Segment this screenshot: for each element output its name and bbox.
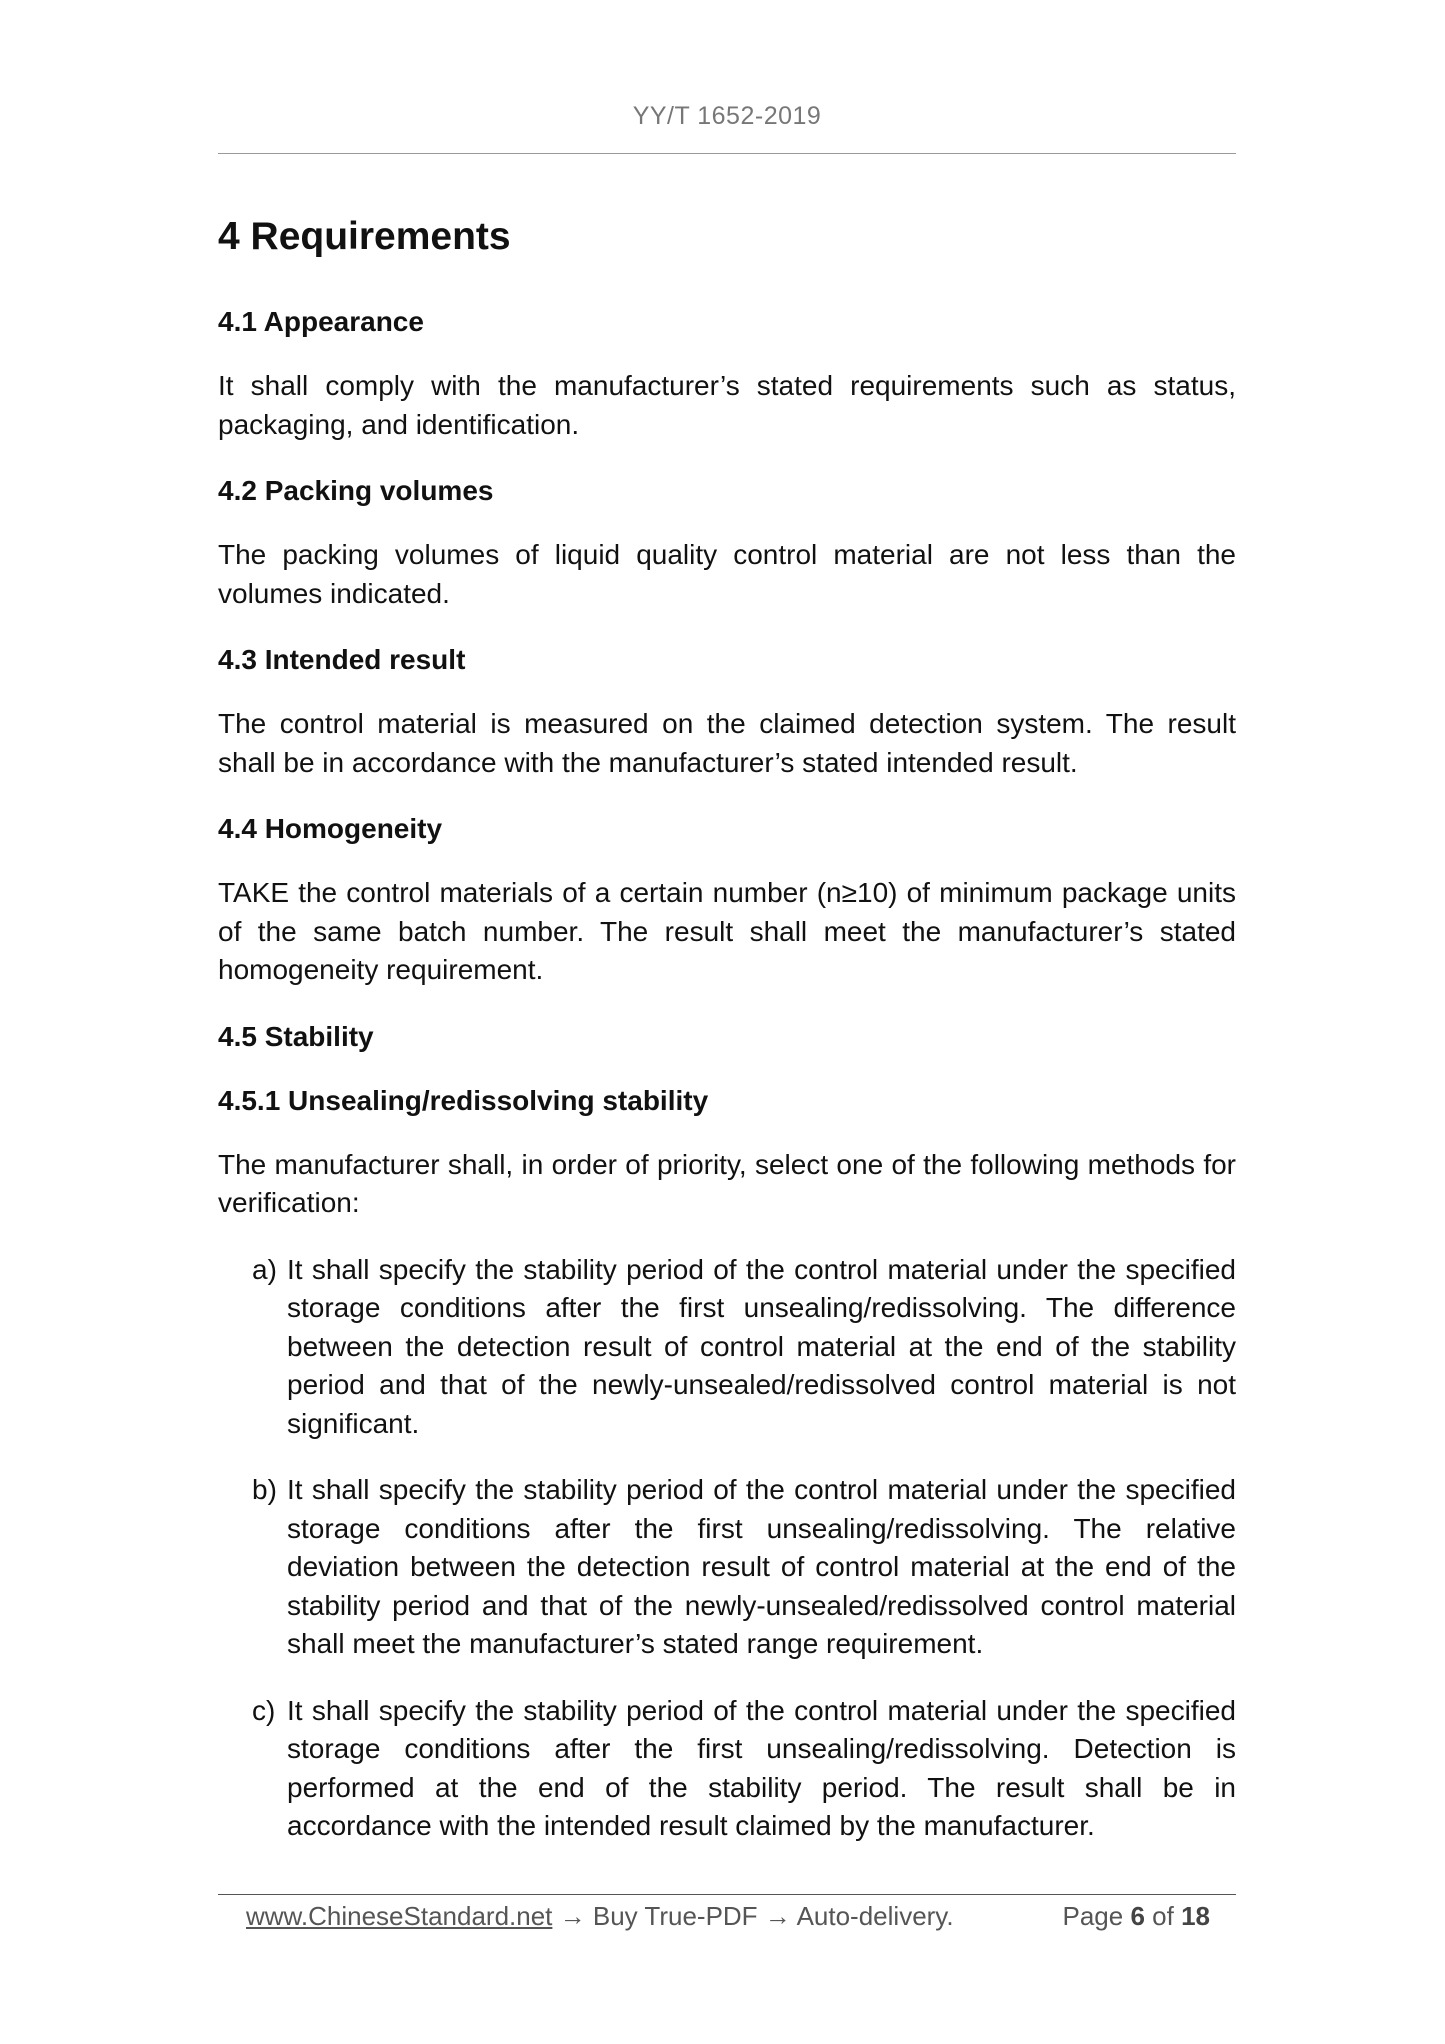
paragraph-4-4: TAKE the control materials of a certain number (n≥10) of minimum package units of the same batch number. The result shall meet the manufacturer’s stated homogeneity requirement. [218,877,1236,985]
list-marker: b) [252,1474,277,1505]
subsection-title-4-4: 4.4 Homogeneity [218,813,443,844]
page-label: Page [1062,1901,1124,1931]
list-marker: c) [252,1694,276,1726]
subsection-title-4-5: 4.5 Stability [218,1020,374,1052]
list-item-text: It shall specify the stability period of the control material under the specified storage conditions after the first unsealing/redissolving. The difference between the detection result of control material at the end of the stability period and that of the newly-unsealed/redissolved control material is not significant. [287,1253,1236,1439]
page-indicator [1062,1898,1210,1934]
verification-method-list [218,1251,1236,1846]
paragraph-4-5-1-intro: The manufacturer shall, in order of priority, select one of the following methods for verification: [218,1148,1236,1218]
footer-divider [218,1894,1236,1895]
page-content [218,208,1236,1874]
subsection-title-4-5-1: 4.5.1 Unsealing/redissolving stability [218,1084,709,1116]
paragraph-4-1: It shall comply with the manufacturer’s stated requirements such as status, packaging, and identification. [218,370,1236,440]
page-of-label: of [1152,1901,1174,1931]
page-current: 6 [1130,1901,1145,1931]
section-title: 4 Requirements [218,215,511,258]
subsection-title-4-1: 4.1 Appearance [218,306,424,337]
list-item [218,1692,1236,1846]
subsection-title-4-2: 4.2 Packing volumes [218,475,494,506]
footer-tail-text: → Buy True-PDF → Auto-delivery. [552,1901,954,1931]
paragraph-4-2: The packing volumes of liquid quality control material are not less than the volumes indicated. [218,539,1236,609]
header-divider [218,153,1236,154]
page-total: 18 [1181,1901,1210,1931]
list-item [218,1471,1236,1664]
list-item-text: It shall specify the stability period of the control material under the specified storage conditions after the first unsealing/redissolving. Detection is performed at the end of the stability period. The result shall be in accordance with the intended result claimed by the manufacturer. [287,1694,1236,1841]
website-link[interactable]: www.ChineseStandard.net [246,1901,553,1931]
page-footer [246,1898,1236,1934]
running-header: YY/T 1652-2019 [632,102,822,130]
list-item-text: It shall specify the stability period of the control material under the specified storage conditions after the first unsealing/redissolving. The relative deviation between the detection result of control material at the end of the stability period and that of the newly-unsealed/redissolved control material shall meet the manufacturer’s stated range requirement. [287,1474,1236,1659]
paragraph-4-3: The control material is measured on the claimed detection system. The result shall be in accordance with the manufacturer’s stated intended result. [218,708,1236,778]
list-marker: a) [252,1253,277,1285]
subsection-title-4-3: 4.3 Intended result [218,644,466,675]
list-item [218,1251,1236,1444]
